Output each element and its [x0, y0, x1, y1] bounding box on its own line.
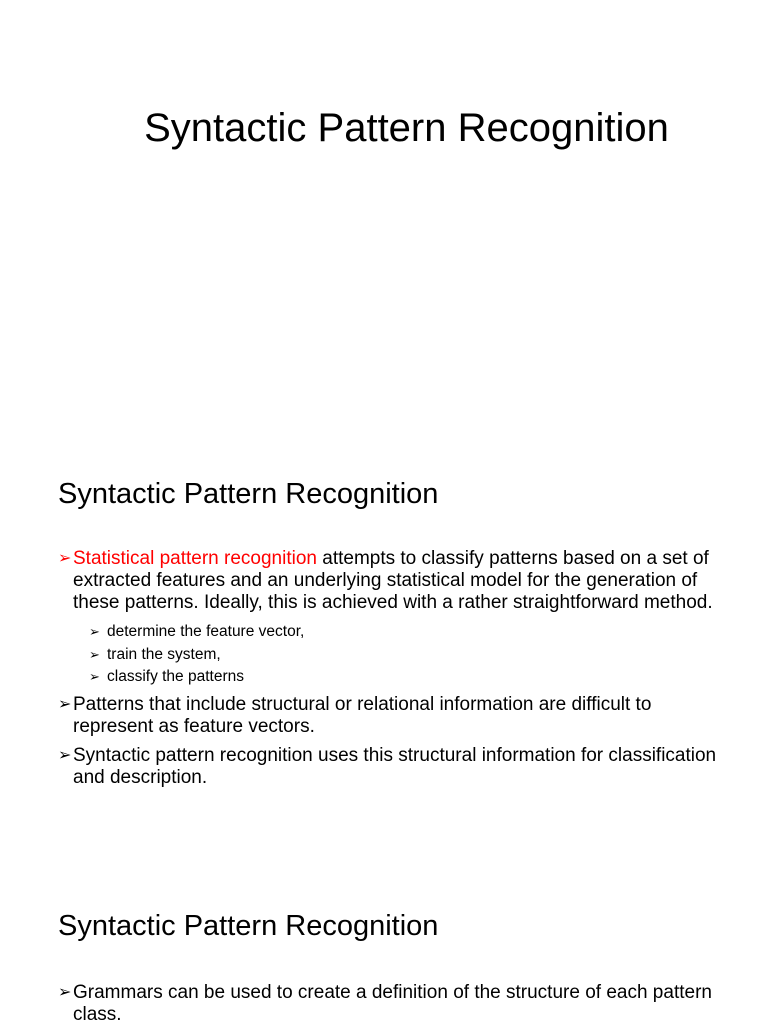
sub-bullet-item [58, 666, 718, 689]
slide-title: Syntactic Pattern Recognition [58, 910, 439, 942]
sub-bullet-item [58, 621, 718, 644]
arrow-bullet-icon: ➢ [58, 984, 72, 1001]
sub-list-container [58, 621, 718, 689]
arrow-bullet-icon: ➢ [89, 669, 100, 684]
sub-bullet-text: determine the feature vector, [107, 623, 305, 640]
bullet-text: Patterns that include structural or relational information are difficult to represent as feature vectors. [73, 693, 652, 737]
content-slide [0, 866, 768, 1024]
sub-bullet-list [58, 621, 718, 689]
arrow-bullet-icon: ➢ [58, 746, 72, 764]
arrow-bullet-icon: ➢ [58, 695, 72, 713]
bullet-text: Grammars can be used to create a definition of the structure of each pattern class. [73, 982, 712, 1025]
bullet-item [58, 745, 718, 789]
sub-bullet-item [58, 644, 718, 667]
bullet-list [58, 982, 718, 1033]
bullet-item [58, 548, 718, 614]
bullet-text: Syntactic pattern recognition uses this structural information for classification and description. [73, 744, 717, 788]
arrow-bullet-icon: ➢ [58, 550, 72, 567]
arrow-bullet-icon: ➢ [89, 624, 100, 639]
slide-title: Syntactic Pattern Recognition [58, 478, 439, 510]
bullet-list [58, 548, 718, 796]
sub-bullet-text: train the system, [107, 645, 221, 663]
arrow-bullet-icon: ➢ [89, 646, 100, 662]
content-slide [0, 433, 768, 863]
bullet-item [58, 694, 718, 738]
bullet-item [58, 982, 718, 1026]
slide-title: Syntactic Pattern Recognition [144, 106, 669, 150]
bullet-text: attempts to classify patterns based on a set of extracted features and an underlying statistical model for the generation of these patterns. Ideally, this is achieved with a rather straightforward method. [73, 548, 713, 613]
highlighted-term: Statistical pattern recognition [73, 548, 317, 569]
sub-bullet-text: classify the patterns [107, 668, 244, 685]
title-slide [0, 0, 768, 420]
